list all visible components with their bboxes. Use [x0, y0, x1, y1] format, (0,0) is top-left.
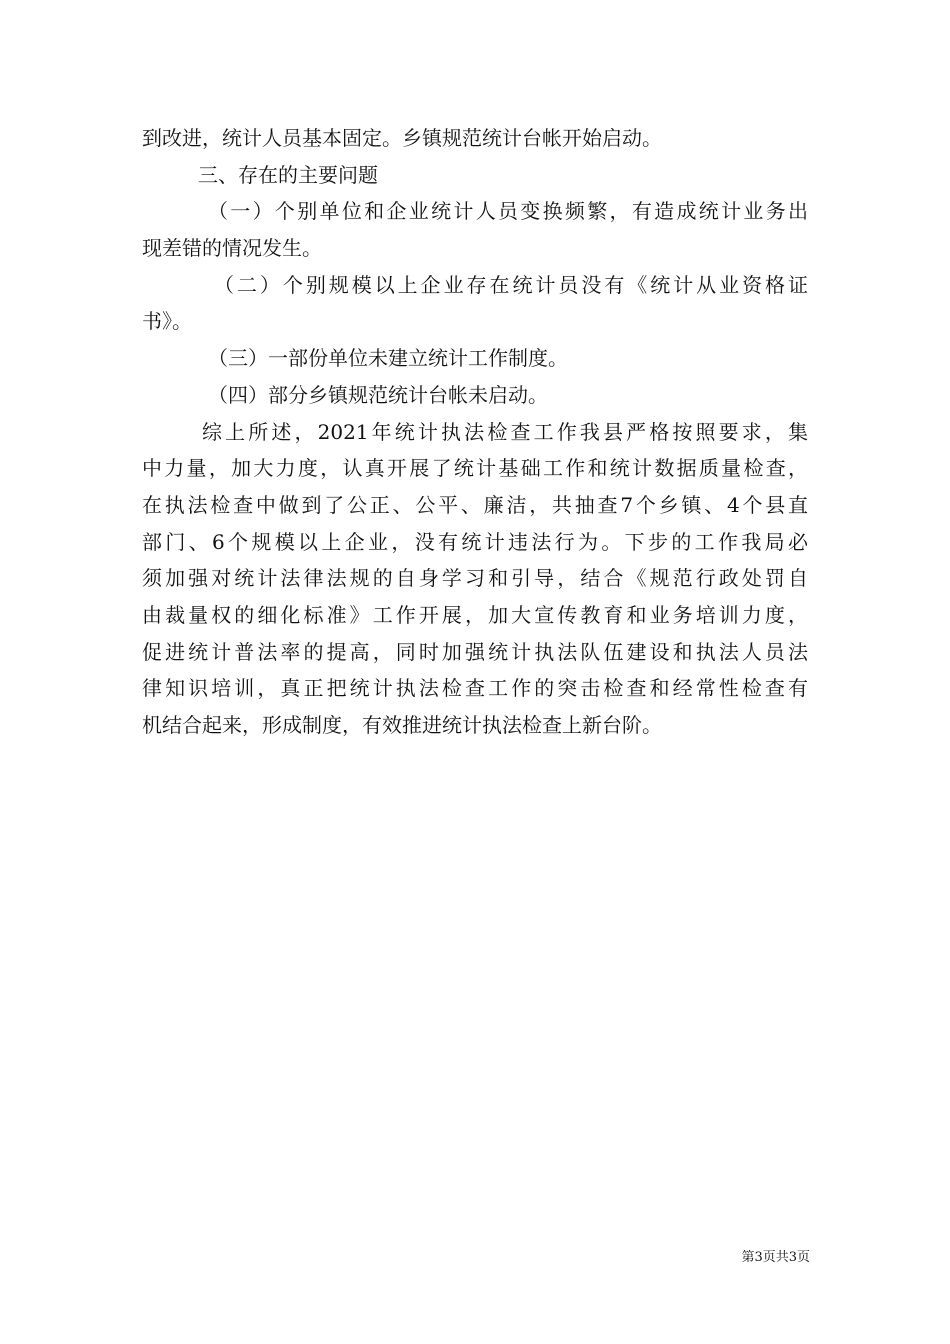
paragraph-line: 综上所述，2021年统计执法检查工作我县严格按照要求，集	[202, 419, 808, 444]
paragraph-line: 部门、6个规模以上企业，没有统计违法行为。下步的工作我局必	[142, 529, 808, 554]
paragraph-line: （四）部分乡镇规范统计台帐未启动。	[208, 382, 548, 407]
section-heading: 三、存在的主要问题	[198, 162, 378, 187]
paragraph-line: 中力量，加大力度，认真开展了统计基础工作和统计数据质量检查，	[142, 456, 808, 481]
paragraph-line: 促进统计普法率的提高，同时加强统计执法队伍建设和执法人员法	[142, 639, 808, 664]
paragraph-line: 由裁量权的细化标准》工作开展，加大宣传教育和业务培训力度，	[142, 602, 808, 627]
paragraph-line: （一）个别单位和企业统计人员变换频繁，有造成统计业务出	[208, 199, 808, 224]
paragraph-line: 现差错的情况发生。	[142, 236, 322, 261]
paragraph-line: 机结合起来，形成制度，有效推进统计执法检查上新台阶。	[142, 713, 662, 737]
paragraph-line: 须加强对统计法律法规的自身学习和引导，结合《规范行政处罚自	[142, 566, 808, 591]
paragraph-line: （二）个别规模以上企业存在统计员没有《统计从业资格证	[214, 272, 808, 297]
paragraph-line: 在执法检查中做到了公正、公平、廉洁，共抽查7个乡镇、4个县直	[142, 492, 808, 517]
paragraph-line: 到改进，统计人员基本固定。乡镇规范统计台帐开始启动。	[142, 126, 662, 150]
paragraph-line: 书》。	[142, 309, 192, 334]
page-number: 第3页共3页	[741, 1250, 810, 1265]
paragraph-line: 律知识培训，真正把统计执法检查工作的突击检查和经常性检查有	[142, 676, 808, 701]
paragraph-line: （三）一部份单位未建立统计工作制度。	[208, 346, 568, 371]
document-body	[142, 120, 808, 744]
